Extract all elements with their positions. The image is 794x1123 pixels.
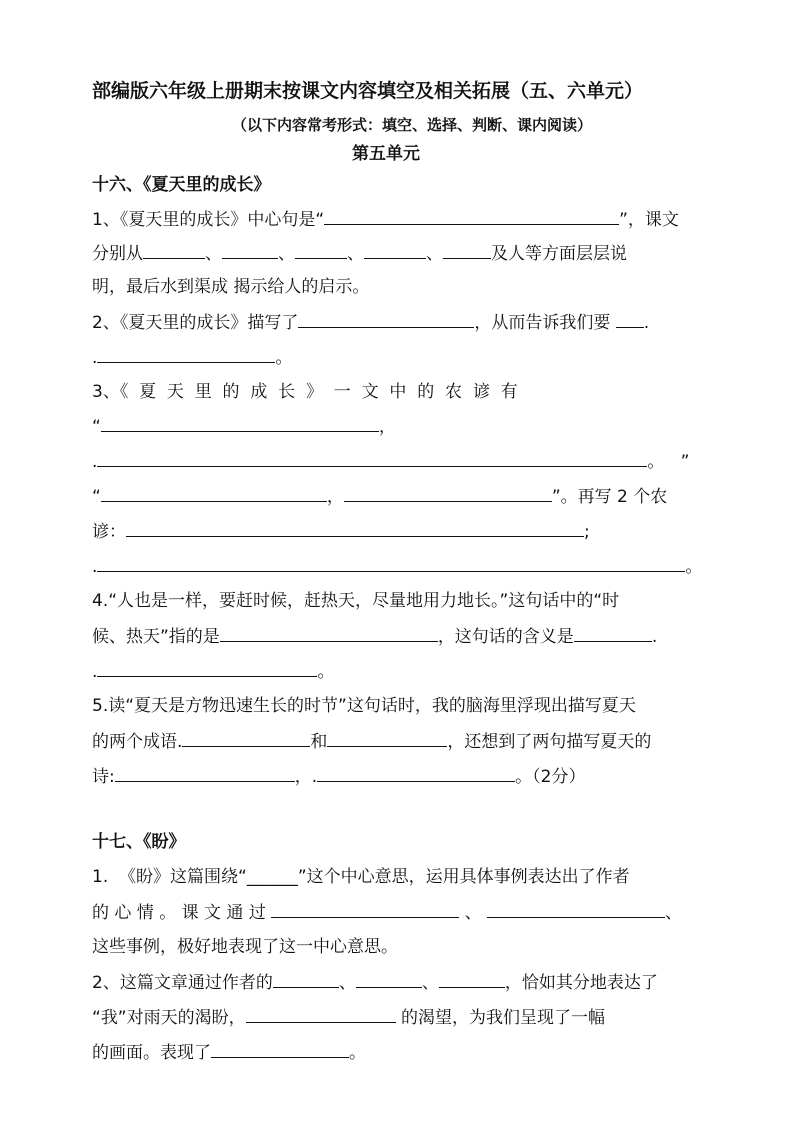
blank[interactable] [246,1006,396,1023]
blank[interactable] [126,520,584,537]
s16-q3-line4: “ ， ”。再写 2 个农 [92,487,668,507]
blank[interactable] [356,971,422,988]
blank[interactable] [574,625,652,642]
blank[interactable] [487,901,665,918]
s17-q2-line2: “我”对雨天的渴盼， 的渴望，为我们呈现了一幅 [92,1008,606,1028]
s16-q1-line3: 明，最后水到渠成 揭示给人的启示。 [92,277,370,297]
blank[interactable] [97,346,275,363]
blank[interactable] [101,415,379,432]
s17-q2-line1: 2、这篇文章通过作者的 、 、 ，恰如其分地表达了 [92,973,658,993]
s16-q1-line2: 分别从 、 、 、 、 及人等方面层层说 [92,244,627,264]
blank[interactable] [273,971,339,988]
blank[interactable] [317,765,515,782]
blank[interactable] [222,242,278,259]
s16-q1-line1: 1、《夏天里的成长》中心句是“ ”，课文 [92,210,679,230]
blank[interactable] [115,765,295,782]
blank[interactable] [295,242,347,259]
s17-q1-line2: 的 心 情 。 课 文 通 过 、 、 [92,903,683,923]
blank[interactable] [182,730,310,747]
s16-q2-line1: 2、《夏天里的成长》描写了 ，从而告诉我们要 . [92,313,650,333]
s17-q2-line3: 的画面。表现了 。 [92,1043,366,1063]
s16-q3-line1: 3、《 夏 天 里 的 成 长 》 一 文 中 的 农 谚 有 [92,382,518,402]
blank[interactable] [97,450,647,467]
s16-q3-line6: . 。 [92,557,703,577]
s16-q5-line1: 5.读“夏天是方物迅速生长的时节”这句话时，我的脑海里浮现出描写夏天 [92,696,636,716]
s17-q1-line3: 这些事例，极好地表现了这一中心意思。 [92,937,398,957]
s16-q4-line2: 候、热天”指的是 ，这句话的含义是 . [92,627,658,647]
blank[interactable] [97,555,685,572]
section-16-heading: 十六、《夏天里的成长》 [92,175,271,195]
s16-q3-line2: “ ， [92,417,396,437]
page-subtitle: （以下内容常考形式：填空、选择、判断、课内阅读） [232,116,593,134]
unit-title: 第五单元 [352,144,420,164]
blank[interactable] [616,311,644,328]
blank[interactable] [211,1041,349,1058]
blank[interactable] [439,971,505,988]
s17-q1-line1: 1. 《盼》这篇围绕“______”这个中心意思，运用具体事例表达出了作者 [92,867,630,887]
blank[interactable] [443,242,491,259]
blank[interactable] [344,485,552,502]
blank[interactable] [327,730,447,747]
blank[interactable] [298,311,474,328]
blank[interactable] [143,242,205,259]
s16-q2-line2: . 。 [92,348,293,368]
s16-q4-line1: 4.“人也是一样，要赶时候，赶热天，尽量地用力地长。”这句话中的“时 [92,591,620,611]
s16-q5-line2: 的两个成语. 和 ，还想到了两句描写夏天的 [92,732,652,752]
blank[interactable] [97,660,317,677]
blank[interactable] [220,625,438,642]
page-title: 部编版六年级上册期末按课文内容填空及相关拓展（五、六单元） [92,80,644,102]
s16-q3-line3: . 。 ” [92,452,690,472]
section-17-heading: 十七、《盼》 [92,832,186,852]
blank[interactable] [364,242,426,259]
blank[interactable] [101,485,327,502]
s16-q5-line3: 诗: ，. 。（2分） [92,767,586,787]
blank[interactable] [324,208,619,225]
blank[interactable] [271,901,459,918]
s16-q4-line3: . 。 [92,662,335,682]
s16-q3-line5: 谚： ; [92,522,590,542]
